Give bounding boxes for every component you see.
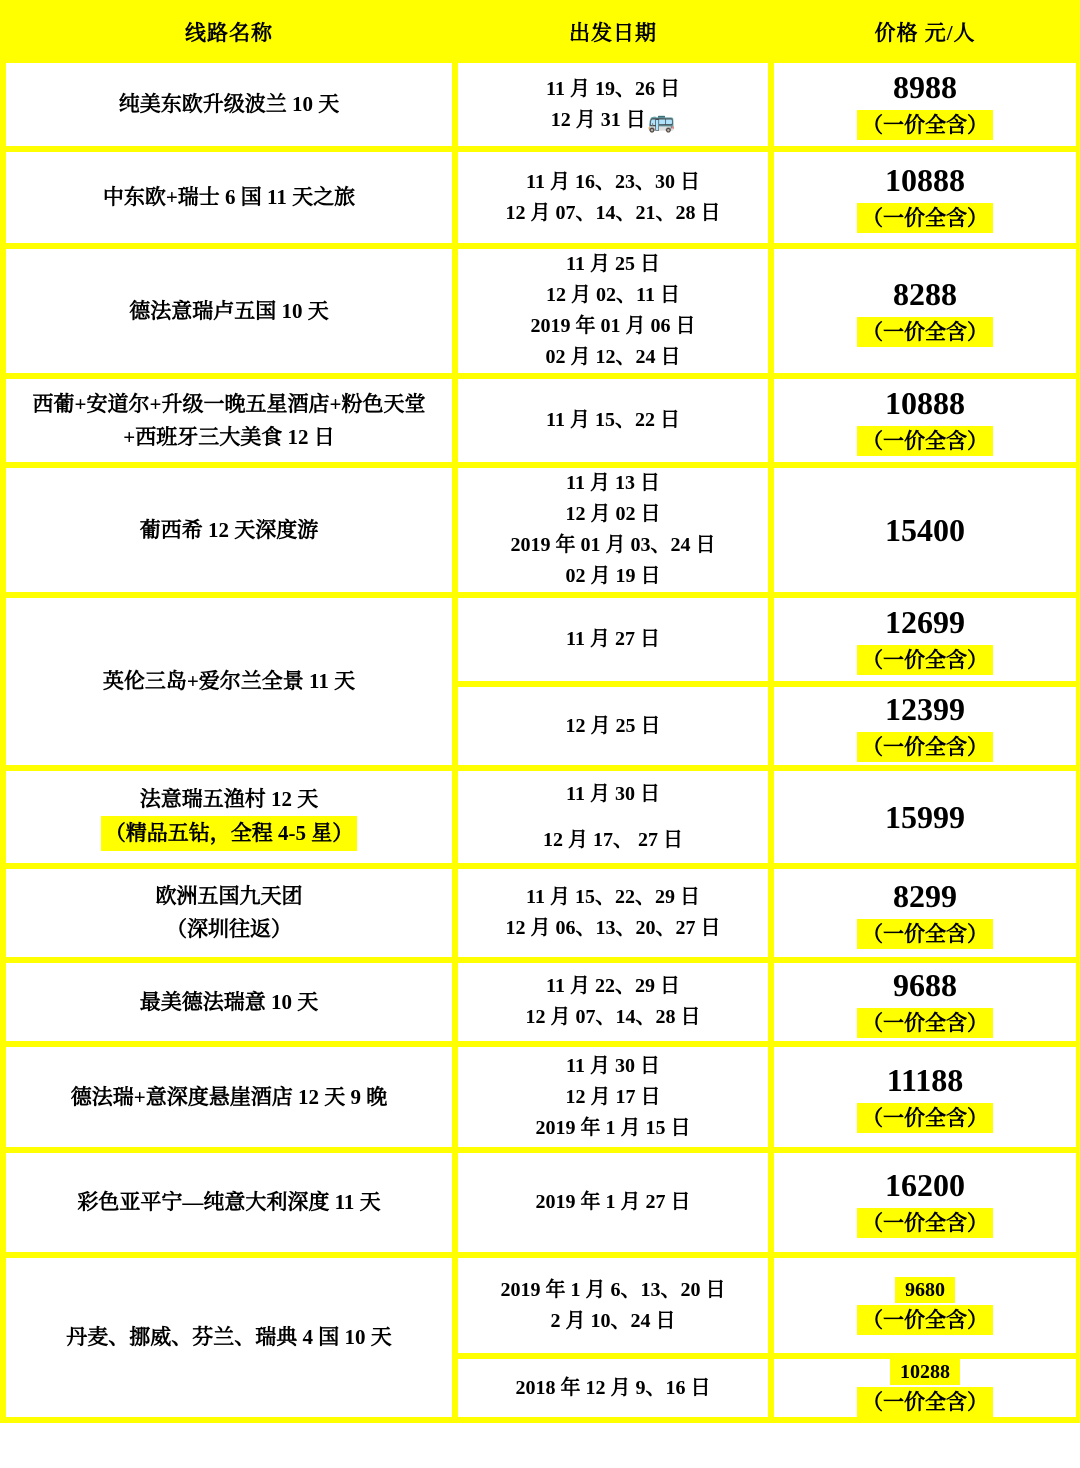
date-cell (455, 866, 771, 960)
route-name: 德法瑞+意深度悬崖酒店 12 天 9 晚 (70, 1084, 388, 1109)
date-line: 12 月 02、11 日 (546, 284, 680, 306)
route-name-cell (3, 595, 455, 768)
price-value: 11188 (886, 1061, 964, 1098)
price-cell (771, 246, 1079, 376)
date-line: 11 月 15、22、29 日 (526, 886, 700, 908)
table-row (3, 376, 1079, 465)
date-line: 11 月 16、23、30 日 (526, 170, 700, 193)
route-name: （深圳往返） (166, 917, 292, 941)
route-name: +西班牙三大美食 12 日 (123, 424, 335, 449)
all-inclusive-badge: （一价全含） (857, 317, 993, 347)
date-cell (455, 960, 771, 1044)
table-row (3, 1150, 1079, 1255)
route-name: 中东欧+瑞士 6 国 11 天之旅 (102, 185, 356, 209)
date-line: 11 月 27 日 (566, 628, 660, 650)
header-departure-date: 出发日期 (455, 3, 771, 60)
date-line: 2019 年 01 月 06 日 (530, 315, 696, 337)
date-line: 2019 年 1 月 6、13、20 日 (500, 1278, 726, 1301)
date-cell (455, 60, 771, 149)
date-line: 2019 年 1 月 27 日 (535, 1191, 691, 1213)
table-row (3, 768, 1079, 866)
all-inclusive-badge: （一价全含） (857, 1103, 993, 1133)
date-line: 11 月 30 日 (566, 1054, 660, 1077)
all-inclusive-badge: （一价全含） (857, 110, 993, 140)
date-line: 2018 年 12 月 9、16 日 (515, 1376, 711, 1399)
price-value: 8299 (893, 877, 957, 914)
date-cell (455, 376, 771, 465)
date-cell (455, 1255, 771, 1356)
all-inclusive-badge: （一价全含） (857, 426, 993, 456)
date-line: 12 月 17、 27 日 (543, 829, 683, 851)
price-value: 8988 (893, 69, 957, 105)
price-cell (771, 595, 1079, 684)
price-cell (771, 684, 1079, 768)
date-line: 11 月 15、22 日 (546, 409, 680, 431)
route-name: 彩色亚平宁—纯意大利深度 11 天 (77, 1190, 381, 1214)
route-name: 纯美东欧升级波兰 10 天 (118, 92, 340, 116)
table-row (3, 595, 1079, 684)
route-name-cell (3, 1044, 455, 1150)
all-inclusive-badge: （一价全含） (857, 645, 993, 675)
date-line: 12 月 07、14、21、28 日 (505, 201, 721, 224)
all-inclusive-badge: （一价全含） (857, 1305, 993, 1335)
price-value: 12399 (885, 690, 965, 727)
header-price: 价格 元/人 (771, 3, 1079, 60)
all-inclusive-badge: （一价全含） (857, 919, 993, 949)
date-line: 2019 年 1 月 15 日 (535, 1116, 691, 1139)
date-cell (455, 149, 771, 246)
route-note-highlight: （精品五钻，全程 4-5 星） (101, 816, 358, 851)
route-name-cell (3, 149, 455, 246)
table-row (3, 149, 1079, 246)
all-inclusive-badge: （一价全含） (857, 1387, 993, 1417)
route-name-cell (3, 246, 455, 376)
date-cell (455, 1150, 771, 1255)
all-inclusive-badge: （一价全含） (857, 203, 993, 233)
price-cell (771, 1356, 1079, 1420)
price-cell (771, 866, 1079, 960)
table-row (3, 960, 1079, 1044)
price-cell (771, 376, 1079, 465)
route-name: 葡西希 12 天深度游 (139, 517, 319, 542)
route-name: 英伦三岛+爱尔兰全景 11 天 (102, 669, 356, 693)
date-line: 2 月 10、24 日 (550, 1309, 676, 1332)
route-name: 丹麦、挪威、芬兰、瑞典 4 国 10 天 (66, 1325, 392, 1349)
date-cell (455, 465, 771, 595)
route-name-cell (3, 866, 455, 960)
table-row (3, 60, 1079, 149)
date-line: 2019 年 01 月 03、24 日 (510, 534, 716, 556)
route-name: 欧洲五国九天团 (155, 884, 303, 908)
price-value: 8288 (893, 275, 957, 312)
table-row (3, 1255, 1079, 1356)
route-name: 最美德法瑞意 10 天 (139, 989, 319, 1014)
bus-icon: 🚌 (647, 107, 676, 133)
table-row (3, 1044, 1079, 1150)
date-line: 11 月 13 日 (566, 472, 660, 494)
date-line: 11 月 30 日 (566, 783, 660, 805)
price-value: 10888 (885, 385, 965, 421)
date-line: 12 月 02 日 (565, 503, 661, 525)
price-value: 15400 (885, 512, 965, 548)
date-cell (455, 684, 771, 768)
date-line: 12 月 25 日 (565, 714, 661, 737)
price-value: 9680 (895, 1277, 955, 1303)
table-row (3, 465, 1079, 595)
date-line: 12 月 07、14、28 日 (525, 1006, 701, 1028)
date-cell (455, 768, 771, 866)
date-line: 12 月 17 日 (565, 1085, 661, 1108)
date-cell (455, 1356, 771, 1420)
route-name-cell (3, 465, 455, 595)
route-name: 德法意瑞卢五国 10 天 (129, 298, 329, 323)
price-cell (771, 960, 1079, 1044)
price-cell (771, 465, 1079, 595)
date-cell (455, 1044, 771, 1150)
route-name: 西葡+安道尔+升级一晚五星酒店+粉色天堂 (32, 391, 426, 416)
price-value: 9688 (893, 966, 957, 1003)
price-cell (771, 149, 1079, 246)
price-value: 10288 (890, 1359, 960, 1385)
date-cell (455, 246, 771, 376)
price-value: 12699 (885, 604, 965, 640)
all-inclusive-badge: （一价全含） (857, 732, 993, 762)
price-cell (771, 1255, 1079, 1356)
header-row (3, 3, 1079, 60)
route-name-cell (3, 768, 455, 866)
all-inclusive-badge: （一价全含） (857, 1208, 993, 1238)
route-name-cell (3, 1255, 455, 1420)
route-name: 法意瑞五渔村 12 天 (139, 787, 319, 811)
date-line: 11 月 25 日 (566, 253, 660, 275)
price-cell (771, 768, 1079, 866)
date-line: 11 月 22、29 日 (546, 975, 680, 997)
route-name-cell (3, 960, 455, 1044)
price-cell (771, 60, 1079, 149)
table-row (3, 866, 1079, 960)
price-cell (771, 1150, 1079, 1255)
route-name-cell (3, 376, 455, 465)
route-name-cell (3, 1150, 455, 1255)
price-value: 16200 (885, 1167, 965, 1203)
date-line: 12 月 06、13、20、27 日 (505, 917, 721, 939)
header-route-name: 线路名称 (3, 3, 455, 60)
date-cell (455, 595, 771, 684)
date-line: 02 月 12、24 日 (545, 346, 681, 368)
date-line: 02 月 19 日 (565, 565, 661, 587)
all-inclusive-badge: （一价全含） (857, 1008, 993, 1038)
date-line: 11 月 19、26 日 (546, 77, 680, 100)
price-value: 15999 (885, 799, 965, 835)
route-name-cell (3, 60, 455, 149)
price-value: 10888 (885, 162, 965, 198)
date-line: 12 月 31 日 (550, 108, 646, 131)
table-row (3, 246, 1079, 376)
price-cell (771, 1044, 1079, 1150)
